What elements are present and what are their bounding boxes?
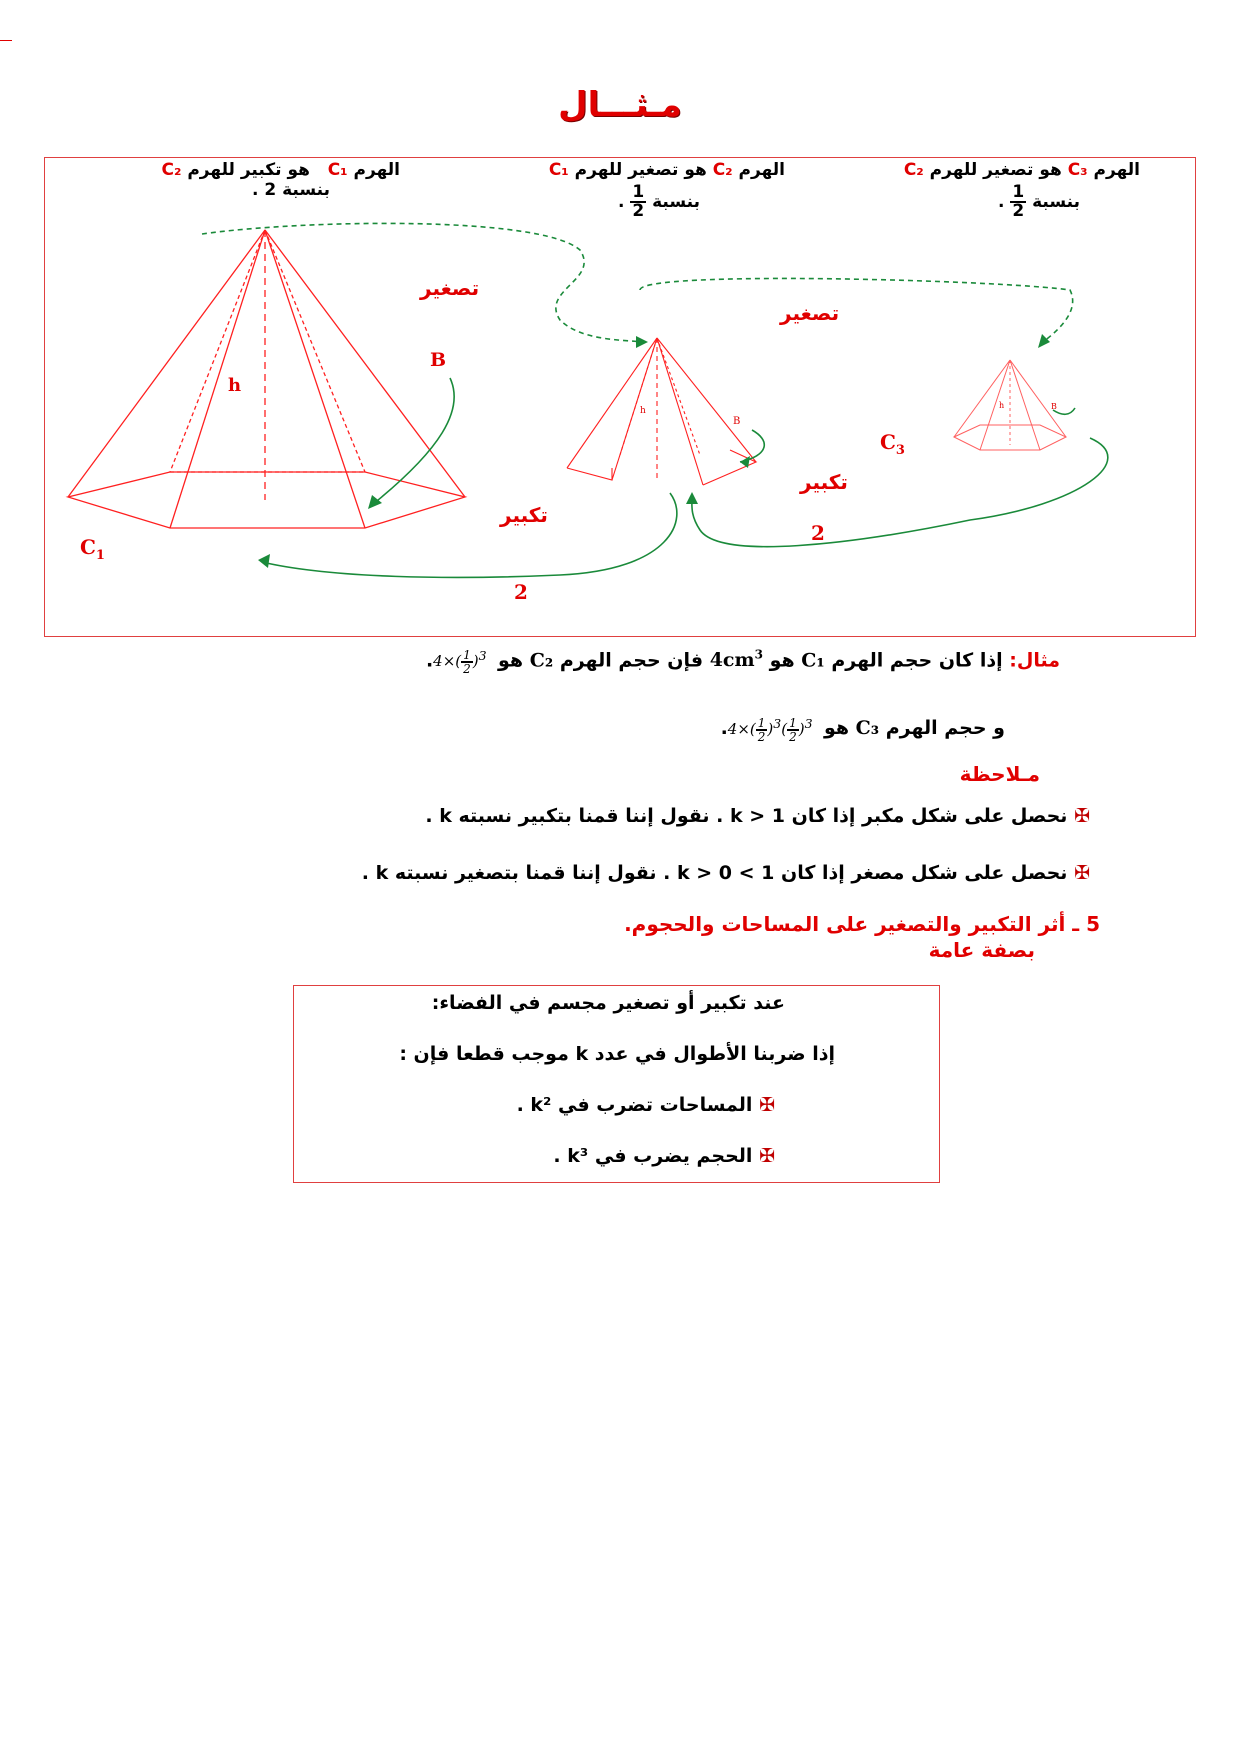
- caption-c1: الهرم C₁ هو تكبير للهرم C₂ بنسبة 2 .: [161, 160, 400, 200]
- label-b-small: B: [1051, 402, 1057, 411]
- label-c3: $C_3$: [880, 430, 905, 458]
- note-heading: مـلاحظة: [959, 762, 1040, 786]
- label-h-big: h: [228, 375, 242, 396]
- volume-expression-1: 4×( $\frac{1}{2}$ )$^3$: [433, 648, 487, 677]
- label-shrink-2: تصغير: [780, 301, 840, 325]
- box-item-1: ✠ المساحات تضرب في k² .: [516, 1094, 775, 1116]
- caption-c3: الهرم C₃ هو تصغير للهرم C₂ بنسبة $\frac{1}{2}$ .: [903, 160, 1140, 221]
- caption-c2: الهرم C₂ هو تصغير للهرم C₁ بنسبة $\frac{1}{2}$ .: [548, 160, 785, 221]
- example-line-2: و حجم الهرم C₃ هو 4×( $\frac{1}{2}$ )$^3$( $\frac{1}{2}$ )$^3$ .: [720, 716, 1005, 744]
- pyramid-c3: [954, 360, 1066, 450]
- box-line-1: عند تكبير أو تصغير مجسم في الفضاء:: [431, 992, 785, 1014]
- pyramid-c2: [567, 338, 756, 485]
- label-enlarge-1: تكبير: [500, 503, 548, 527]
- section-title: 5 ـ أثر التكبير والتصغير على المساحات والحجوم.: [624, 912, 1100, 936]
- volume-expression-2: 4×( $\frac{1}{2}$ )$^3$( $\frac{1}{2}$ )$^3$: [727, 716, 813, 744]
- pyramids-figure: [44, 157, 1194, 635]
- corner-mark: [0, 40, 12, 41]
- bullet-icon: ✠: [1074, 862, 1090, 884]
- pyramid-c1: [68, 230, 465, 528]
- label-b-mid: B: [733, 416, 741, 427]
- label-c1: $C_1$: [80, 535, 105, 563]
- label-h-mid: h: [640, 406, 646, 416]
- bullet-icon: ✠: [1074, 805, 1090, 827]
- bullet-icon: ✠: [759, 1145, 775, 1167]
- note-item-1: ✠ نحصل على شكل مكبر إذا كان 1 < k . نقول إننا قمنا بتكبير نسبته k .: [425, 805, 1090, 827]
- pyramid-c1-base: [68, 472, 465, 528]
- label-b-big: B: [430, 349, 447, 371]
- page-title: مـثـــال: [558, 85, 682, 125]
- fraction: $\frac{1}{2}$: [632, 182, 645, 221]
- bullet-icon: ✠: [759, 1094, 775, 1116]
- example-line-1: مثال: إذا كان حجم الهرم C₁ هو $4cm^3$ فإن حجم الهرم C₂ هو 4×( $\frac{1}{2}$ )$^3$ .: [425, 648, 1060, 677]
- label-factor-1: 2: [514, 580, 528, 604]
- label-enlarge-2: تكبير: [800, 470, 848, 494]
- box-line-2: إذا ضربنا الأطوال في عدد k موجب قطعا فإن :: [399, 1043, 835, 1065]
- section-subtitle: بصفة عامة: [928, 938, 1035, 962]
- label-shrink-1: تصغير: [420, 276, 480, 300]
- label-factor-2: 2: [811, 521, 825, 545]
- label-h-small: h: [999, 401, 1005, 410]
- box-item-2: ✠ الحجم يضرب في k³ .: [553, 1145, 775, 1167]
- note-item-2: ✠ نحصل على شكل مصغر إذا كان 1 > k > 0 . نقول إننا قمنا بتصغير نسبته k .: [361, 862, 1090, 884]
- fraction: $\frac{1}{2}$: [1012, 182, 1025, 221]
